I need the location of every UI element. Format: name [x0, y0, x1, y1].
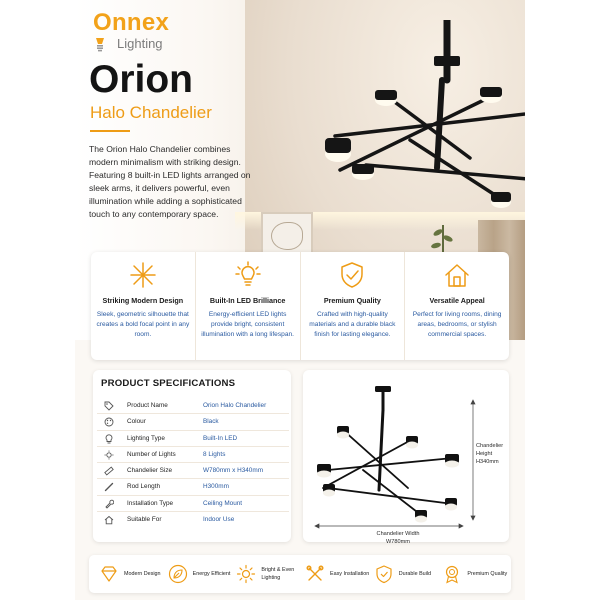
badge: [374, 564, 443, 584]
palette-icon: [104, 417, 114, 427]
badge-label: Modern Design: [124, 571, 161, 577]
spec-value: W780mm x H340mm: [203, 467, 264, 475]
benefit-badges: [89, 555, 511, 593]
spec-value: Indoor Use: [203, 516, 235, 524]
width-label: Chandelier Width: [376, 531, 420, 537]
product-description: The Orion Halo Chandelier combines modern minimalism with striking design. Featuring 8 built-in LED lights arranged on sleek arms, it delivers powerful, even illumination while adding a sophisticated touch to any contemporary space.: [89, 144, 251, 219]
spec-label: Number of Lights: [127, 450, 176, 458]
spec-row: [97, 431, 289, 447]
badge-label: Bright & Even Lighting: [261, 567, 295, 581]
house-icon: [442, 260, 472, 290]
spec-row: [97, 414, 289, 430]
rod-icon: [104, 482, 114, 492]
feature-text: Energy-efficient LED lights provide bright, consistent illumination with a long lifespan.: [201, 311, 294, 338]
badge: [305, 564, 374, 584]
chandelier-photo: [240, 20, 525, 220]
badge: [168, 564, 237, 584]
feature-text: Sleek, geometric silhouette that creates a bold focal point in any room.: [96, 311, 190, 338]
badge-label: Premium Quality: [467, 571, 508, 577]
feature-card: [91, 252, 195, 360]
specifications-table: [97, 398, 289, 528]
product-subtitle: Halo Chandelier: [90, 103, 212, 122]
badge-label: Energy Efficient: [192, 571, 231, 577]
spec-label: Installation Type: [127, 499, 174, 507]
badge: [236, 564, 305, 584]
home-icon: [104, 515, 114, 525]
height-value: H340mm: [476, 459, 499, 465]
spec-label: Suitable For: [127, 516, 162, 524]
shield-check-icon: [337, 260, 367, 290]
product-sheet: [75, 0, 525, 600]
ruler-icon: [104, 466, 114, 476]
specifications-title: PRODUCT SPECIFICATIONS: [101, 378, 236, 389]
height-label: Chandelier Height: [476, 443, 504, 457]
feature-title: Striking Modern Design: [102, 296, 184, 305]
spec-row: [97, 398, 289, 414]
spec-label: Chandelier Size: [127, 467, 173, 475]
spec-value: Built-In LED: [203, 434, 238, 442]
product-title: Orion: [89, 58, 193, 101]
badge-label: Easy Installation: [330, 571, 370, 577]
title-divider: [90, 130, 130, 132]
spec-value: Ceiling Mount: [203, 499, 243, 507]
spec-row: [97, 512, 289, 528]
diamond-icon: [99, 564, 119, 584]
feature-card: [300, 252, 405, 360]
spec-row: [97, 479, 289, 495]
badge: [99, 564, 168, 584]
specifications-panel: [93, 370, 291, 542]
light-bulb-icon: [104, 434, 114, 444]
shield-icon: [374, 564, 394, 584]
width-value: W780mm: [386, 539, 410, 545]
badge-label: Durable Build: [398, 571, 432, 577]
tag-icon: [104, 401, 114, 411]
height-dimension-label: [476, 442, 508, 466]
feature-card: [195, 252, 300, 360]
feature-title: Built-In LED Brilliance: [209, 296, 286, 305]
tools-icon: [305, 564, 325, 584]
dimensions-panel: [303, 370, 509, 545]
light-bulb-icon: [233, 260, 263, 290]
brand-logo: [93, 9, 170, 51]
wrench-icon: [104, 499, 114, 509]
feature-title: Premium Quality: [323, 296, 381, 305]
width-dimension-label: [363, 530, 433, 546]
bulb-logo-icon: [93, 37, 107, 53]
badge: [442, 564, 511, 584]
brand-tagline: Lighting: [117, 36, 163, 51]
light-heads: [325, 87, 525, 208]
spec-row: [97, 496, 289, 512]
starburst-icon: [128, 260, 158, 290]
spec-label: Colour: [127, 418, 146, 426]
spec-value: Black: [203, 418, 219, 426]
feature-card: [404, 252, 509, 360]
spec-label: Rod Length: [127, 483, 161, 491]
feature-text: Crafted with high-quality materials and a durable black finish for lasting elegance.: [309, 311, 396, 338]
spec-label: Lighting Type: [127, 434, 165, 442]
spec-value: H300mm: [203, 483, 229, 491]
spec-value: Orion Halo Chandelier: [203, 402, 267, 409]
brand-name: Onnex: [93, 9, 170, 36]
leaf-icon: [168, 564, 188, 584]
spec-row: [97, 447, 289, 463]
sun-icon: [236, 564, 256, 584]
light-count-icon: [104, 450, 114, 460]
spec-label: Product Name: [127, 402, 168, 409]
award-icon: [442, 564, 462, 584]
feature-highlights: [91, 252, 509, 360]
feature-text: Perfect for living rooms, dining areas, bedrooms, or stylish commercial spaces.: [412, 311, 502, 338]
spec-row: [97, 463, 289, 479]
spec-value: 8 Lights: [203, 450, 226, 458]
feature-title: Versatile Appeal: [429, 296, 485, 305]
